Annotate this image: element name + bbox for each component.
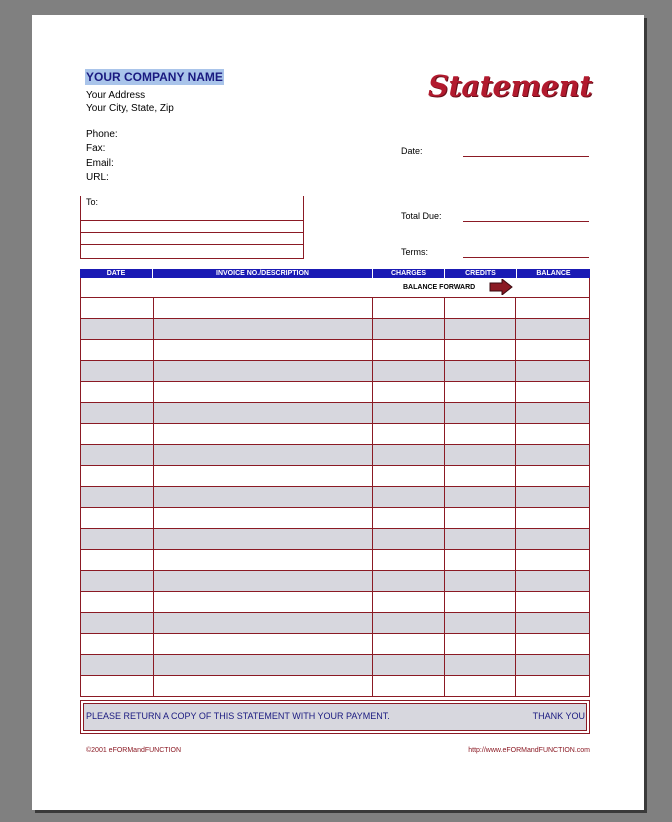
credits-cell[interactable] <box>445 403 517 423</box>
charges-cell[interactable] <box>373 592 445 612</box>
charges-cell[interactable] <box>373 361 445 381</box>
description-cell[interactable] <box>154 445 373 465</box>
balance-cell[interactable] <box>516 382 589 402</box>
balance-cell[interactable] <box>516 424 589 444</box>
credits-cell[interactable] <box>445 382 517 402</box>
description-cell[interactable] <box>154 361 373 381</box>
date-cell[interactable] <box>81 676 154 696</box>
credits-cell[interactable] <box>445 550 517 570</box>
balance-cell[interactable] <box>516 508 589 528</box>
balance-cell[interactable] <box>516 592 589 612</box>
description-cell[interactable] <box>154 676 373 696</box>
charges-cell[interactable] <box>373 319 445 339</box>
table-row <box>80 340 590 361</box>
description-cell[interactable] <box>154 550 373 570</box>
footer-url[interactable]: http://www.eFORMandFUNCTION.com <box>468 747 590 754</box>
date-cell[interactable] <box>81 613 154 633</box>
description-cell[interactable] <box>154 508 373 528</box>
description-cell[interactable] <box>154 571 373 591</box>
date-cell[interactable] <box>81 298 154 318</box>
table-row <box>80 655 590 676</box>
charges-cell[interactable] <box>373 571 445 591</box>
to-line <box>81 244 303 245</box>
page-title: Statement <box>428 69 593 103</box>
charges-cell[interactable] <box>373 382 445 402</box>
credits-cell[interactable] <box>445 487 517 507</box>
date-cell[interactable] <box>81 634 154 654</box>
balance-cell[interactable] <box>516 655 589 675</box>
footer-box <box>80 700 590 734</box>
description-cell[interactable] <box>154 613 373 633</box>
company-name[interactable]: YOUR COMPANY NAME <box>86 70 223 84</box>
description-cell[interactable] <box>154 424 373 444</box>
header-balance: BALANCE <box>536 270 571 277</box>
statement-table <box>80 269 590 697</box>
credits-cell[interactable] <box>445 529 517 549</box>
charges-cell[interactable] <box>373 466 445 486</box>
charges-cell[interactable] <box>373 445 445 465</box>
charges-cell[interactable] <box>373 487 445 507</box>
header-charges: CHARGES <box>373 269 445 278</box>
to-address-box[interactable] <box>80 196 304 259</box>
arrow-right-icon <box>489 279 513 295</box>
table-row <box>80 382 590 403</box>
balance-cell[interactable] <box>516 361 589 381</box>
balance-cell[interactable] <box>516 529 589 549</box>
charges-cell[interactable] <box>373 634 445 654</box>
charges-cell[interactable] <box>373 298 445 318</box>
credits-cell[interactable] <box>445 319 517 339</box>
table-row <box>80 403 590 424</box>
table-row <box>80 424 590 445</box>
date-cell[interactable] <box>81 592 154 612</box>
to-line <box>81 232 303 233</box>
date-cell[interactable] <box>81 403 154 423</box>
charges-cell[interactable] <box>373 676 445 696</box>
table-row <box>80 613 590 634</box>
description-cell[interactable] <box>154 529 373 549</box>
date-cell[interactable] <box>81 571 154 591</box>
table-row <box>80 361 590 382</box>
date-field[interactable] <box>463 156 589 157</box>
date-cell[interactable] <box>81 466 154 486</box>
date-cell[interactable] <box>81 382 154 402</box>
table-row <box>80 445 590 466</box>
company-address: Your Address <box>86 90 146 101</box>
description-cell[interactable] <box>154 634 373 654</box>
credits-cell[interactable] <box>445 676 517 696</box>
credits-cell[interactable] <box>445 571 517 591</box>
date-cell[interactable] <box>81 340 154 360</box>
credits-cell[interactable] <box>445 655 517 675</box>
table-header <box>80 269 590 278</box>
table-row <box>80 571 590 592</box>
balance-cell[interactable] <box>516 613 589 633</box>
description-cell[interactable] <box>154 298 373 318</box>
date-cell[interactable] <box>81 487 154 507</box>
balance-cell[interactable] <box>516 676 589 696</box>
charges-cell[interactable] <box>373 613 445 633</box>
balance-cell[interactable] <box>516 634 589 654</box>
description-cell[interactable] <box>154 592 373 612</box>
charges-cell[interactable] <box>373 508 445 528</box>
balance-cell[interactable] <box>516 571 589 591</box>
date-cell[interactable] <box>81 424 154 444</box>
company-city: Your City, State, Zip <box>86 103 174 114</box>
description-cell[interactable] <box>154 403 373 423</box>
balance-forward-label: BALANCE FORWARD <box>403 284 476 291</box>
total-due-field[interactable] <box>463 221 589 222</box>
balance-cell[interactable] <box>516 403 589 423</box>
date-cell[interactable] <box>81 550 154 570</box>
terms-field[interactable] <box>463 257 589 258</box>
date-label: Date: <box>401 146 423 156</box>
return-message: PLEASE RETURN A COPY OF THIS STATEMENT WITH YOUR PAYMENT. <box>86 711 390 721</box>
terms-label: Terms: <box>401 247 428 257</box>
table-row <box>80 319 590 340</box>
copyright-text: ©2001 eFORMandFUNCTION <box>86 747 182 754</box>
balance-cell[interactable] <box>516 340 589 360</box>
header-description: INVOICE NO./DESCRIPTION <box>153 269 373 278</box>
balance-cell[interactable] <box>516 487 589 507</box>
description-cell[interactable] <box>154 466 373 486</box>
statement-page <box>32 15 644 810</box>
email-label: Email: <box>86 158 114 169</box>
credits-cell[interactable] <box>445 592 517 612</box>
date-cell[interactable] <box>81 445 154 465</box>
fax-label: Fax: <box>86 143 106 154</box>
charges-cell[interactable] <box>373 403 445 423</box>
credits-cell[interactable] <box>445 466 517 486</box>
balance-cell[interactable] <box>516 550 589 570</box>
description-cell[interactable] <box>154 382 373 402</box>
to-line <box>81 220 303 221</box>
credits-cell[interactable] <box>445 508 517 528</box>
total-due-label: Total Due: <box>401 211 442 221</box>
header-date: DATE <box>80 269 153 278</box>
table-row <box>80 298 590 319</box>
balance-cell[interactable] <box>516 298 589 318</box>
credits-cell[interactable] <box>445 298 517 318</box>
date-cell[interactable] <box>81 361 154 381</box>
header-credits: CREDITS <box>445 269 517 278</box>
balance-cell[interactable] <box>516 319 589 339</box>
charges-cell[interactable] <box>373 424 445 444</box>
table-body <box>80 298 590 697</box>
balance-cell[interactable] <box>516 445 589 465</box>
table-row <box>80 508 590 529</box>
charges-cell[interactable] <box>373 550 445 570</box>
table-row <box>80 634 590 655</box>
description-cell[interactable] <box>154 340 373 360</box>
date-cell[interactable] <box>81 655 154 675</box>
balance-forward-row[interactable] <box>80 278 590 298</box>
phone-label: Phone: <box>86 129 118 140</box>
credits-cell[interactable] <box>445 445 517 465</box>
url-label: URL: <box>86 172 109 183</box>
charges-cell[interactable] <box>373 340 445 360</box>
credits-cell[interactable] <box>445 634 517 654</box>
table-row <box>80 466 590 487</box>
date-cell[interactable] <box>81 508 154 528</box>
credits-cell[interactable] <box>445 361 517 381</box>
date-cell[interactable] <box>81 529 154 549</box>
table-row <box>80 529 590 550</box>
table-row <box>80 676 590 697</box>
table-row <box>80 487 590 508</box>
table-row <box>80 592 590 613</box>
charges-cell[interactable] <box>373 655 445 675</box>
credits-cell[interactable] <box>445 340 517 360</box>
credits-cell[interactable] <box>445 613 517 633</box>
credits-cell[interactable] <box>445 424 517 444</box>
charges-cell[interactable] <box>373 529 445 549</box>
thank-you-text: THANK YOU <box>532 711 585 721</box>
date-cell[interactable] <box>81 319 154 339</box>
balance-cell[interactable] <box>516 466 589 486</box>
description-cell[interactable] <box>154 319 373 339</box>
description-cell[interactable] <box>154 655 373 675</box>
table-row <box>80 550 590 571</box>
description-cell[interactable] <box>154 487 373 507</box>
to-label: To: <box>86 197 99 207</box>
